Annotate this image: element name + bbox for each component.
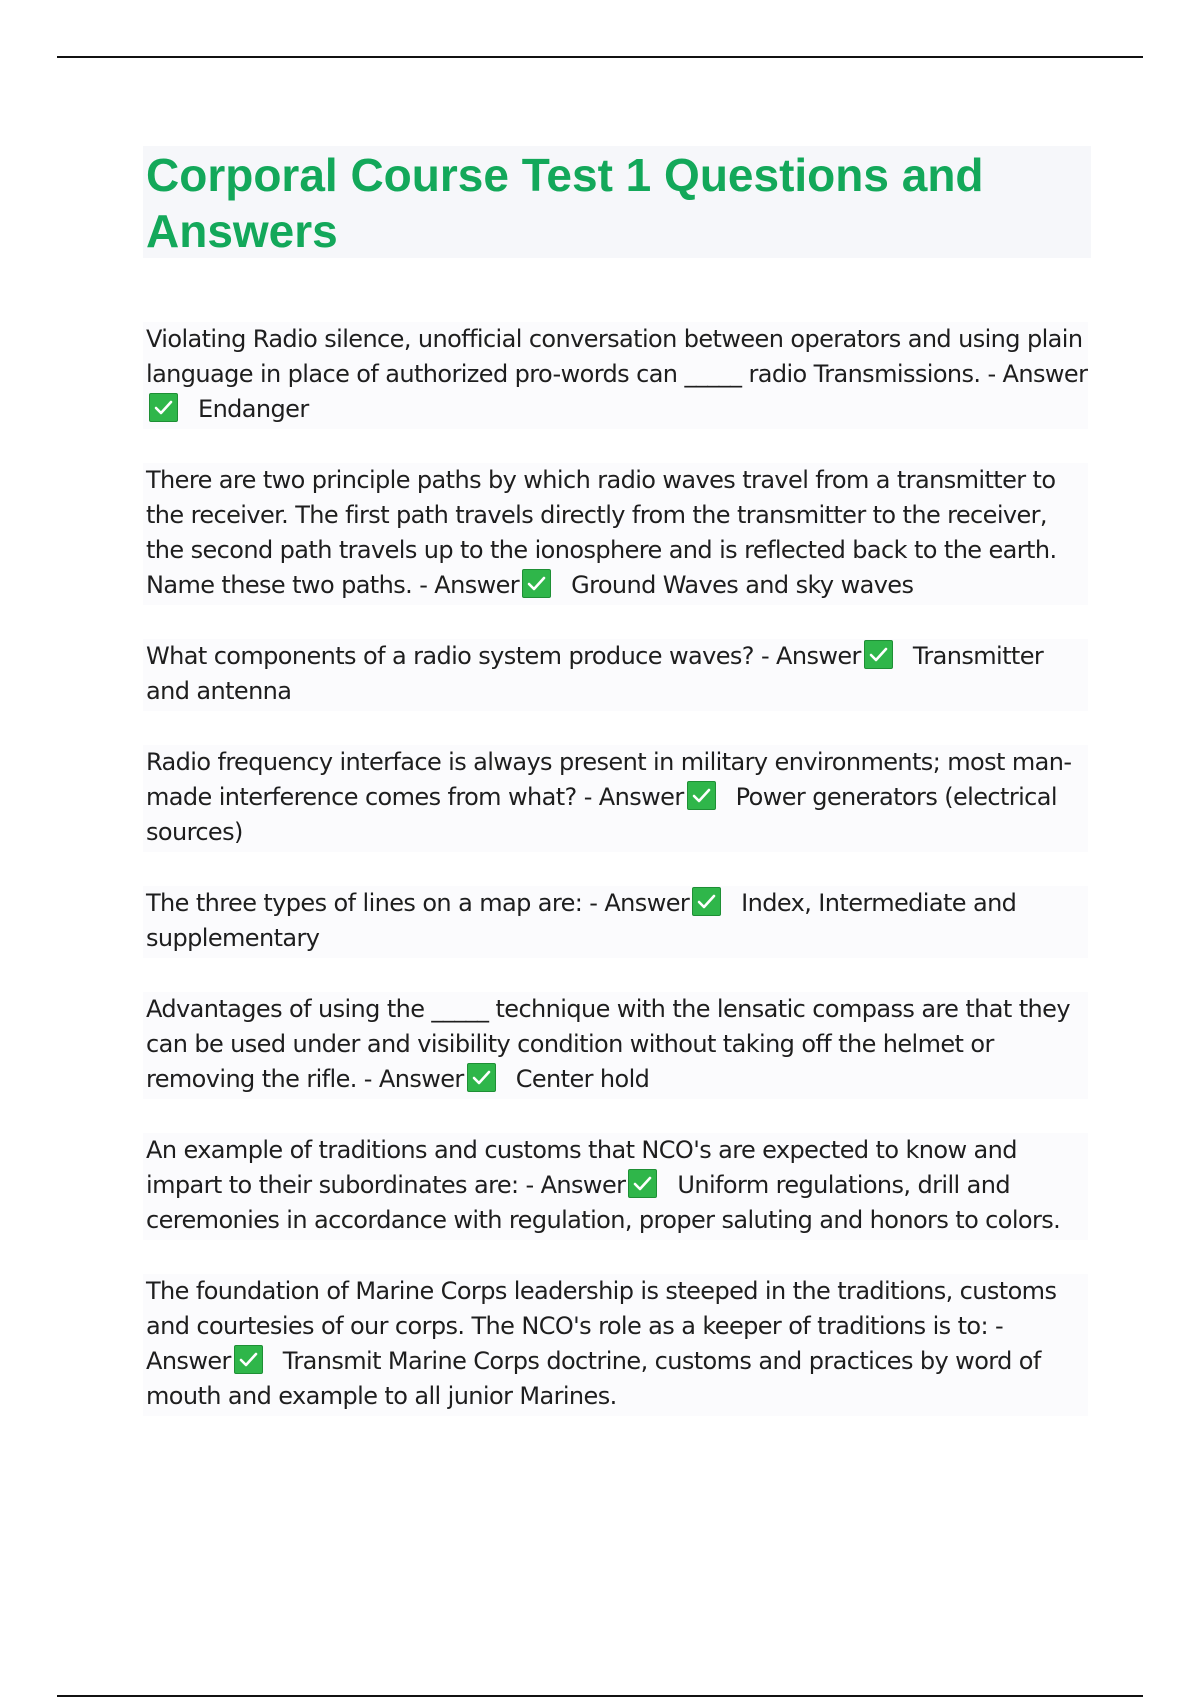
qa-item [143,463,1088,605]
qa-item [143,1274,1088,1416]
check-mark-icon [864,640,893,669]
document-title: Corporal Course Test 1 Questions and Answers [146,149,984,257]
qa-item [143,322,1088,429]
check-mark-icon [522,569,551,598]
question-text: What components of a radio system produce waves? - Answer [146,642,861,670]
check-mark-icon [467,1063,496,1092]
answer-text: Power generators (electrical sources) [146,783,1057,846]
bottom-rule [57,1695,1143,1697]
answer-text: Endanger [198,395,309,423]
qa-item [143,639,1088,711]
check-mark-icon [687,781,716,810]
top-rule [57,56,1143,58]
answer-text: Transmit Marine Corps doctrine, customs and practices by word of mouth and example to all junior Marines. [146,1347,1041,1410]
question-text: Violating Radio silence, unofficial conversation between operators and using plain language in place of authorized pro-words can _____ radio Transmissions. - Answer [146,325,1088,388]
qa-item [143,745,1088,852]
question-text: An example of traditions and customs that NCO's are expected to know and impart to their subordinates are: - Answer [146,1136,1017,1199]
question-text: There are two principle paths by which radio waves travel from a transmitter to the receiver. The first path travels directly from the transmitter to the receiver, the second path travels up to the ionosphere and is reflected back to the earth. Name these two paths. - Answer [146,466,1057,599]
qa-item [143,886,1088,958]
answer-text: Transmitter and antenna [146,642,1044,705]
answer-text: Center hold [515,1065,650,1093]
qa-list [143,322,1088,1450]
check-mark-icon [692,887,721,916]
answer-text: Ground Waves and sky waves [571,571,914,599]
question-text: The three types of lines on a map are: - Answer [146,889,690,917]
question-text: The foundation of Marine Corps leadership is steeped in the traditions, customs and courtesies of our corps. The NCO's role as a keeper of traditions is to: - Answer [146,1277,1057,1375]
check-mark-icon [234,1345,263,1374]
answer-text: Uniform regulations, drill and ceremonies in accordance with regulation, proper saluting and honors to colors. [146,1171,1061,1234]
question-text: Radio frequency interface is always present in military environments; most man-made interference comes from what? - Answer [146,748,1072,811]
question-text: Advantages of using the _____ technique with the lensatic compass are that they can be used under and visibility condition without taking off the helmet or removing the rifle. - Answer [146,995,1070,1093]
check-mark-icon [149,393,178,422]
qa-item [143,992,1088,1099]
answer-text: Index, Intermediate and supplementary [146,889,1017,952]
check-mark-icon [628,1169,657,1198]
qa-item [143,1133,1088,1240]
